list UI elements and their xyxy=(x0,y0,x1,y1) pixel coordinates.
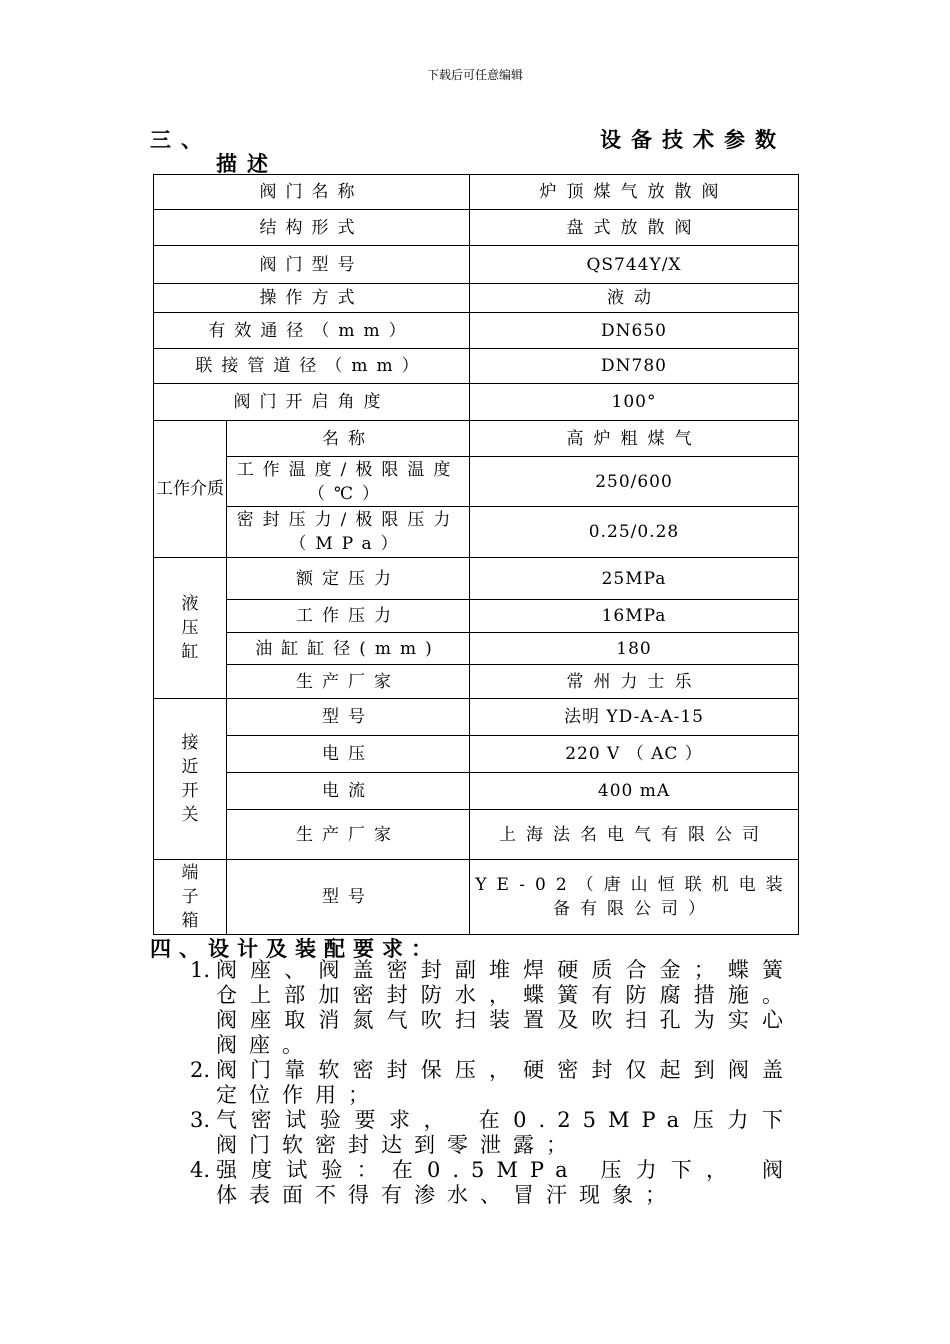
row-value: 法明 YD-A-A-15 xyxy=(470,699,799,736)
table-row xyxy=(154,284,799,313)
item-text: 气密试验要求， 在0.25MPa压力下阀门软密封达到零泄露； xyxy=(216,1108,795,1157)
group-label-text: 端 子 箱 xyxy=(181,863,199,931)
row-value: 炉顶煤气放散阀 xyxy=(470,175,799,210)
row-value: 液动 xyxy=(470,284,799,313)
row-value: QS744Y/X xyxy=(470,246,799,284)
row-label: 工作压力 xyxy=(227,600,470,633)
row-label: 电压 xyxy=(227,736,470,773)
row-label: 密封压力/极限压力（MPa） xyxy=(227,507,470,558)
group-label-proximity-switch xyxy=(154,699,227,860)
group-label-terminal-box xyxy=(154,860,227,935)
table-row xyxy=(154,633,799,665)
row-value: 上海法名电气有限公司 xyxy=(470,810,799,860)
table-row xyxy=(154,558,799,600)
item-text: 强度试验：在0.5MPa 压力下， 阀体表面不得有渗水、冒汗现象； xyxy=(216,1158,795,1207)
row-label: 阀门名称 xyxy=(154,175,470,210)
row-value: 常州力士乐 xyxy=(470,665,799,699)
table-row xyxy=(154,384,799,421)
item-number: 3. xyxy=(189,1108,210,1132)
spec-table xyxy=(153,174,799,935)
row-label: 结构形式 xyxy=(154,210,470,246)
row-label: 生产厂家 xyxy=(227,665,470,699)
item-number: 1. xyxy=(189,958,210,982)
row-value: 盘式放散阀 xyxy=(470,210,799,246)
row-label: 阀门型号 xyxy=(154,246,470,284)
table-row xyxy=(154,246,799,284)
group-label-medium: 工作介质 xyxy=(154,421,227,558)
table-row xyxy=(154,736,799,773)
row-label: 工作温度/极限温度（℃） xyxy=(227,457,470,507)
requirement-item xyxy=(180,958,795,1058)
row-label: 生产厂家 xyxy=(227,810,470,860)
row-value: 400 mA xyxy=(470,773,799,810)
row-value: 高炉粗煤气 xyxy=(470,421,799,457)
row-value: 250/600 xyxy=(470,457,799,507)
table-row xyxy=(154,860,799,935)
group-label-hydraulic xyxy=(154,558,227,699)
row-value: 16MPa xyxy=(470,600,799,633)
item-text: 阀门靠软密封保压，硬密封仅起到阀盖定位作用； xyxy=(216,1058,795,1107)
section4-title: 四、设计及装配要求： xyxy=(150,936,440,961)
row-label: 名称 xyxy=(227,421,470,457)
row-value: 0.25/0.28 xyxy=(470,507,799,558)
row-value: DN650 xyxy=(470,313,799,349)
row-value: DN780 xyxy=(470,349,799,384)
table-row xyxy=(154,210,799,246)
row-label: 油缸缸径(mm) xyxy=(227,633,470,665)
table-row xyxy=(154,773,799,810)
row-label: 联接管道径（mm） xyxy=(154,349,470,384)
table-row xyxy=(154,421,799,457)
group-label-text: 液 压 缸 xyxy=(181,594,199,662)
row-label: 型号 xyxy=(227,860,470,935)
row-value: 100° xyxy=(470,384,799,421)
row-label: 操作方式 xyxy=(154,284,470,313)
row-label: 型号 xyxy=(227,699,470,736)
row-label: 电流 xyxy=(227,773,470,810)
page-header-note: 下载后可任意编辑 xyxy=(426,68,523,82)
table-row xyxy=(154,507,799,558)
table-row xyxy=(154,175,799,210)
section3-title-cont: 描述 xyxy=(216,151,278,176)
table-row xyxy=(154,699,799,736)
table-row xyxy=(154,457,799,507)
table-row xyxy=(154,349,799,384)
item-number: 2. xyxy=(189,1058,210,1082)
requirement-item xyxy=(180,1108,795,1158)
row-value: 25MPa xyxy=(470,558,799,600)
row-label: 有效通径（mm） xyxy=(154,313,470,349)
row-value: 180 xyxy=(470,633,799,665)
row-label: 阀门开启角度 xyxy=(154,384,470,421)
group-label-text: 接 近 开 关 xyxy=(181,733,199,825)
table-row xyxy=(154,665,799,699)
row-label: 额定压力 xyxy=(227,558,470,600)
section3-number: 三、 xyxy=(150,127,212,152)
table-row xyxy=(154,313,799,349)
requirement-item xyxy=(180,1158,795,1208)
row-value: YE-02（唐山恒联机电装备有限公司） xyxy=(470,860,799,935)
row-value: 220 V （ AC ） xyxy=(470,736,799,773)
section3-title: 设备技术参数 xyxy=(600,127,786,152)
table-row xyxy=(154,600,799,633)
item-number: 4. xyxy=(189,1158,210,1182)
table-row xyxy=(154,810,799,860)
requirement-item xyxy=(180,1058,795,1108)
item-text: 阀座、阀盖密封副堆焊硬质合金；蝶簧仓上部加密封防水，蝶簧有防腐措施。阀座取消氮气吹扫装置及吹扫孔为实心阀座。 xyxy=(216,958,795,1057)
